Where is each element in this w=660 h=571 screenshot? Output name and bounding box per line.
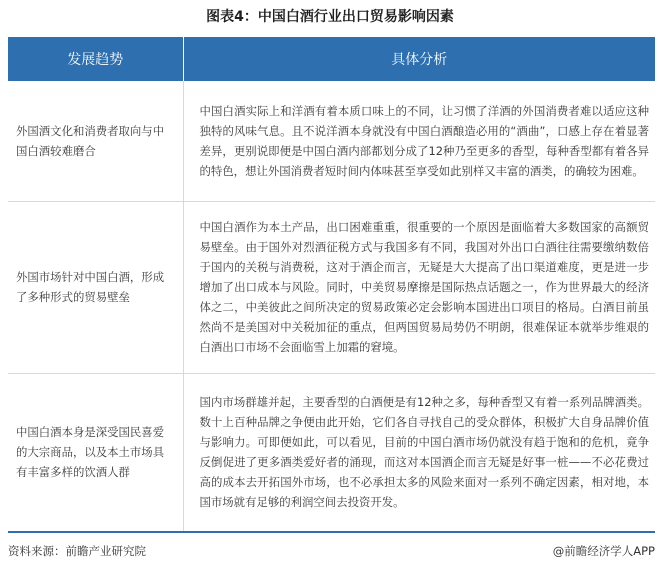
table-row [8, 373, 655, 532]
trend-cell: 外国酒文化和消费者取向与中国白酒较难磨合 [8, 81, 183, 201]
table-row [8, 81, 655, 201]
brand-credit: @前瞻经济学人APP [552, 544, 655, 558]
footer [8, 540, 655, 562]
analysis-cell: 国内市场群雄并起，主要香型的白酒便是有12种之多，每种香型又有着一系列品牌酒类。数十上百种品牌之争便由此开始，它们各自寻找自己的受众群体，积极扩大自身品牌价值与影响力。可即便如此，可以看见，目前的中国白酒市场仍就没有趋于饱和的危机，竟争反倒促进了更多酒类爱好者的涌现，而这对本国酒企而言无疑是好事一桩——不必花费过高的成本去开拓国外市场，也不必承担太多的风险来面对一系列不确定因素，相对地，本国市场就有足够的利润空间去投资开发。 [183, 373, 655, 532]
source-note: 资料来源：前瞻产业研究院 [8, 544, 146, 558]
header-trend: 发展趋势 [8, 37, 183, 81]
analysis-cell: 中国白酒作为本土产品，出口困难重重，很重要的一个原因是面临着大多数国家的高额贸易壁垒。由于国外对烈酒征税方式与我国多有不同，我国对外出口白酒往往需要缴纳数倍于国内的关税与消费税，这对于酒企而言，无疑是大大提高了出口渠道难度，更是进一步增加了出口成本与风险。同时，中美贸易摩擦是国际热点话题之一，作为世界最大的经济体之二，中美彼此之间所决定的贸易政策必定会影响本国进出口项目的格局。白酒目前虽然尚不是美国对中关税加征的重点，但两国贸易局势仍不明朗，很难保证本就举步维艰的白酒出口市场不会面临雪上加霜的窘境。 [183, 201, 655, 373]
table-header-row [8, 37, 655, 81]
analysis-cell: 中国白酒实际上和洋酒有着本质口味上的不同，让习惯了洋酒的外国消费者难以适应这种独特的风味气息。且不说洋酒本身就没有中国白酒酿造必用的“酒曲”，口感上存在着显著差异，更别说即便是中国白酒内部都划分成了12种乃至更多的香型，每种香型都有着各异的特色，想让外国消费者短时间内体味甚至享受如此别样又丰富的酒类，的确较为困难。 [183, 81, 655, 201]
table-row [8, 201, 655, 373]
factors-table [8, 37, 655, 533]
header-analysis: 具体分析 [183, 37, 655, 81]
trend-cell: 外国市场针对中国白酒，形成了多种形式的贸易壁垒 [8, 201, 183, 373]
trend-cell: 中国白酒本身是深受国民喜爱的大宗商品，以及本土市场具有丰富多样的饮酒人群 [8, 373, 183, 532]
chart-title: 图表4：中国白酒行业出口贸易影响因素 [206, 9, 454, 25]
